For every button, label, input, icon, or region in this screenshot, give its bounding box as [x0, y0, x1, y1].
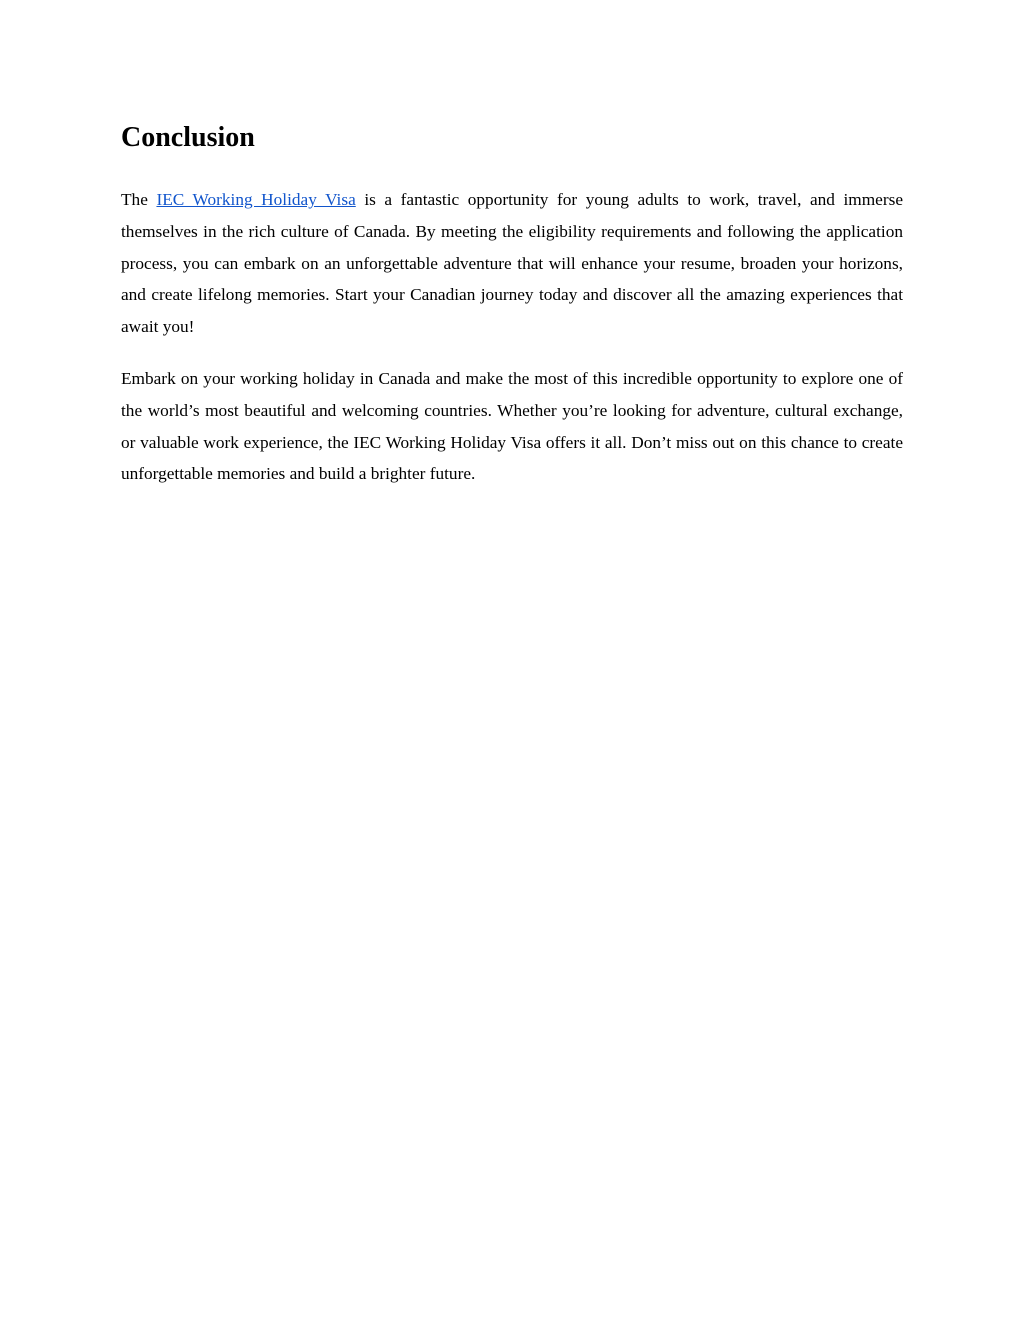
- conclusion-paragraph-2: Embark on your working holiday in Canada and make the most of this incredible opportunity to explore one of the world’s most beautiful and welcoming countries. Whether you’re looking for adventure, cultural exchange, or valuable work experience, the IEC Working Holiday Visa offers it all. Don’t miss out on this chance to create unforgettable memories and build a brighter future.: [121, 369, 903, 484]
- conclusion-heading: Conclusion: [121, 122, 255, 153]
- paragraph-1-lead-text: The: [121, 190, 157, 209]
- paragraph-1-body-text: is a fantastic opportunity for young adults to work, travel, and immerse themselves in the rich culture of Canada. By meeting the eligibility requirements and following the application process, you can embark on an unforgettable adventure that will enhance your resume, broaden your horizons, and create lifelong memories. Start your Canadian journey today and discover all the amazing experiences that await you!: [121, 190, 904, 337]
- conclusion-paragraph-1: [121, 184, 903, 343]
- iec-working-holiday-visa-link[interactable]: IEC Working Holiday Visa: [156, 190, 356, 209]
